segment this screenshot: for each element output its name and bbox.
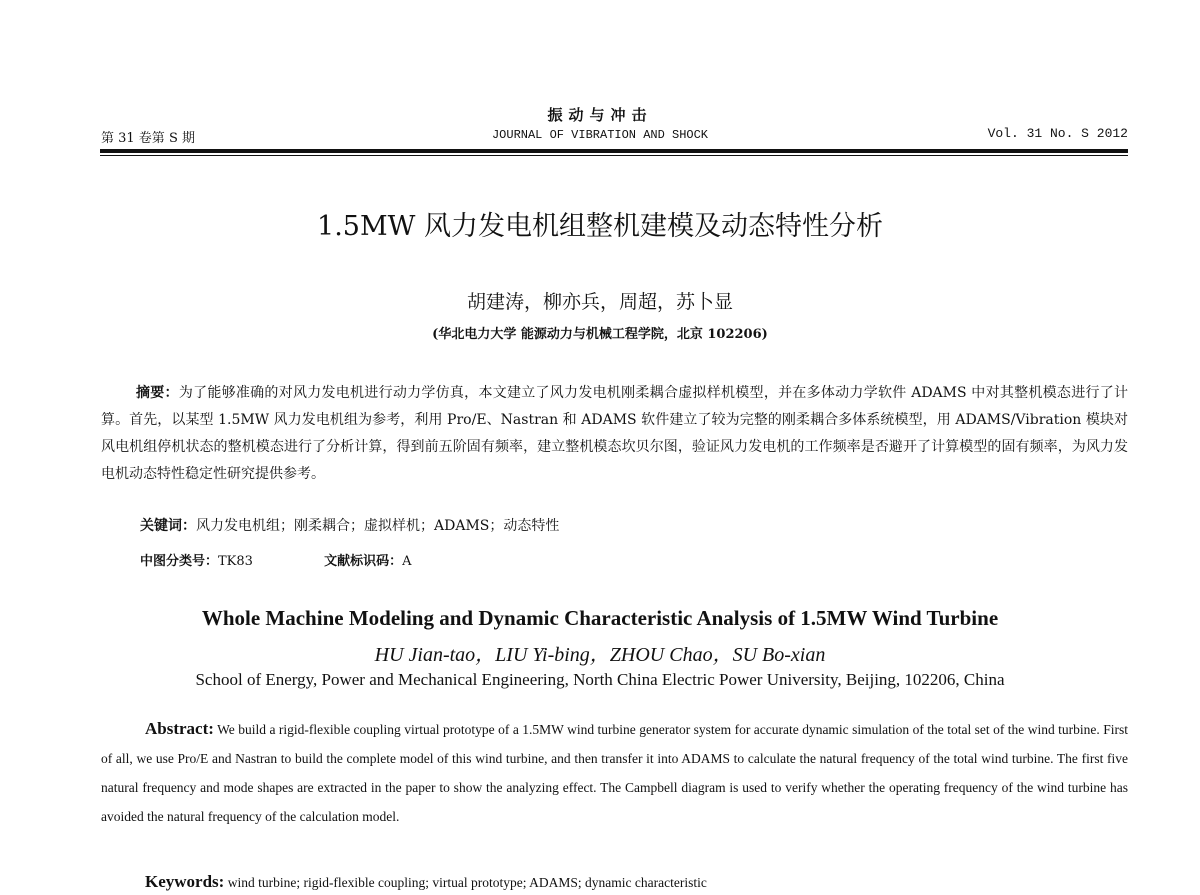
doc-code-value: A — [402, 554, 412, 569]
keywords-cn — [140, 515, 559, 535]
header-rule-thick — [100, 149, 1128, 153]
abstract-cn-label: 摘要： — [136, 385, 179, 401]
abstract-cn — [101, 380, 1128, 488]
keywords-en-label: Keywords: — [145, 872, 225, 891]
clc-label: 中图分类号： — [140, 554, 219, 569]
authors-cn: 胡建涛，柳亦兵，周超，苏卜显 — [466, 291, 733, 313]
affiliation-cn: (华北电力大学 能源动力与机械工程学院，北京 102206) — [432, 327, 768, 342]
volume-issue-en: Vol. 31 No. S 2012 — [987, 126, 1128, 141]
keywords-en — [145, 872, 707, 892]
keywords-cn-label: 关键词： — [140, 518, 196, 534]
paper-title-cn: 1.5MW 风力发电机组整机建模及动态特性分析 — [317, 211, 883, 242]
abstract-en — [101, 714, 1128, 831]
abstract-cn-text: 为了能够准确的对风力发电机进行动力学仿真，本文建立了风力发电机刚柔耦合虚拟样机模型，并在多体动力学软件 ADAMS 中对其整机模态进行了计算。首先，以某型 1.5MW 风力发电机组为参考，利用 Pro/E、Nastran 和 ADAMS 软件建立了较为完整的刚柔耦合多体系统模型，用 ADAMS/Vibration 模块对风电机组停机状态的整机模态进行了分析计算，得到前五阶固有频率，建立整机模态坎贝尔图，验证风力发电机的工作频率是否避开了计算模型的固有频率，为风力发电机动态特性稳定性研究提供参考。 — [101, 385, 1128, 482]
authors-en: HU Jian-tao，LIU Yi-bing，ZHOU Chao，SU Bo-xian — [374, 644, 826, 666]
volume-issue-cn: 第 31 卷第 S 期 — [101, 131, 195, 146]
keywords-en-text: wind turbine; rigid-flexible coupling; virtual prototype; ADAMS; dynamic characteristic — [227, 875, 707, 890]
classification-line — [140, 550, 412, 569]
paper-title-en: Whole Machine Modeling and Dynamic Characteristic Analysis of 1.5MW Wind Turbine — [201, 606, 999, 630]
journal-name-en: JOURNAL OF VIBRATION AND SHOCK — [491, 128, 709, 142]
abstract-en-label: Abstract: — [145, 719, 214, 738]
header-rule-thin — [100, 155, 1128, 156]
abstract-en-text: We build a rigid-flexible coupling virtual prototype of a 1.5MW wind turbine generator system for accurate dynamic simulation of the total set of the wind turbine. First of all, we use Pro/E and Nastran to build the complete model of this wind turbine, and then transfer it into ADAMS to calculate the natural frequency of the total wind turbine. The first five natural frequency and mode shapes are extracted in the paper to show the analyzing effect. The Campbell diagram is used to verify whether the operating frequency of the wind turbine has avoided the natural frequency of the calculation model. — [101, 722, 1129, 824]
keywords-cn-text: 风力发电机组；刚柔耦合；虚拟样机；ADAMS；动态特性 — [196, 518, 560, 534]
affiliation-en: School of Energy, Power and Mechanical Engineering, North China Electric Power University, Beijing, 102206, China — [195, 670, 1005, 689]
doc-code-label: 文献标识码： — [324, 554, 403, 569]
clc-value: TK83 — [218, 554, 253, 569]
journal-name-cn: 振动与冲击 — [547, 106, 653, 124]
